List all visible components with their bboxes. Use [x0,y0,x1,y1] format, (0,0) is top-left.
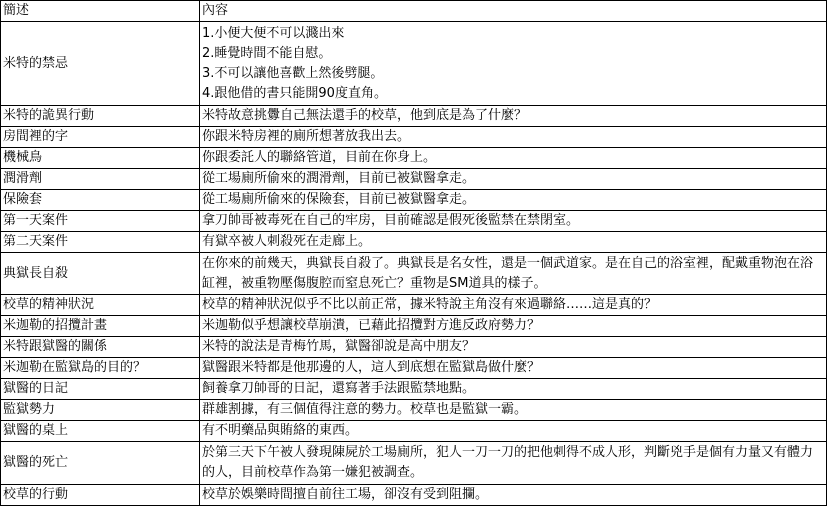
table-row [1,337,827,358]
row-title-cell[interactable]: 獄醫的日記 [1,379,200,400]
table-row [1,169,827,190]
row-title-cell[interactable]: 典獄長自殺 [1,253,200,295]
row-content-cell[interactable]: 米特的說法是青梅竹馬，獄醫卻說是高中朋友？ [200,337,827,358]
table-row [1,127,827,148]
row-content-cell[interactable]: 於第三天下午被人發現陳屍於工場廁所，犯人一刀一刀的把他刺得不成人形，判斷兇手是個有力量又有體力的人，目前校草作為第一嫌犯被調查。 [200,442,827,485]
row-content-cell[interactable]: 在你來的前幾天，典獄長自殺了。典獄長是名女性，還是一個武道家。是在自己的浴室裡，配戴重物泡在浴缸裡，被重物壓傷腹腔而窒息死亡？重物是SM道具的樣子。 [200,253,827,295]
table-row [1,232,827,253]
row-content-cell[interactable]: 從工場廁所偷來的保險套，目前已被獄醫拿走。 [200,190,827,211]
row-content-cell[interactable]: 有獄卒被人刺殺死在走廊上。 [200,232,827,253]
table-row [1,442,827,485]
table-row [1,253,827,295]
row-content-cell[interactable] [200,22,827,106]
row-title-cell[interactable]: 校草的行動 [1,485,200,506]
table-row [1,421,827,442]
row-title-cell[interactable]: 米迦勒在監獄島的目的？ [1,358,200,379]
row-title-cell[interactable]: 潤滑劑 [1,169,200,190]
row-title-cell[interactable]: 房間裡的字 [1,127,200,148]
row-content-cell[interactable]: 你跟委託人的聯絡管道，目前在你身上。 [200,148,827,169]
table-row [1,106,827,127]
row-content-cell[interactable]: 群雄割據，有三個值得注意的勢力。校草也是監獄一霸。 [200,400,827,421]
header-cell-content[interactable]: 內容 [200,1,827,22]
table-row [1,358,827,379]
content-line: 1.小便大便不可以濺出來 [202,25,345,41]
row-content-cell[interactable]: 你跟米特房裡的廁所想著放我出去。 [200,127,827,148]
content-line: 4.跟他借的書只能開90度直角。 [202,85,387,101]
table-row [1,379,827,400]
table-row [1,211,827,232]
row-title-cell[interactable]: 保險套 [1,190,200,211]
table-row [1,22,827,106]
row-content-cell[interactable]: 米特故意挑釁自己無法還手的校草，他到底是為了什麼？ [200,106,827,127]
row-title-cell[interactable]: 米特跟獄醫的關係 [1,337,200,358]
row-title-cell[interactable]: 第二天案件 [1,232,200,253]
row-title-cell[interactable]: 米特的詭異行動 [1,106,200,127]
content-line: 2.睡覺時間不能自慰。 [202,45,332,61]
row-content-cell[interactable]: 校草的精神狀況似乎不比以前正常，據米特說主角沒有來過聯絡……這是真的？ [200,295,827,316]
table-row [1,295,827,316]
row-title-cell[interactable]: 校草的精神狀況 [1,295,200,316]
row-content-cell[interactable]: 校草於娛樂時間擅自前往工場，卻沒有受到阻攔。 [200,485,827,506]
table-row [1,148,827,169]
content-line: 3.不可以讓他喜歡上然後劈腿。 [202,65,384,81]
row-content-cell[interactable]: 獄醫跟米特都是他那邊的人，這人到底想在監獄島做什麼？ [200,358,827,379]
table-row [1,316,827,337]
row-content-cell[interactable]: 拿刀帥哥被毒死在自己的牢房，目前確認是假死後監禁在禁閉室。 [200,211,827,232]
row-title-cell[interactable]: 監獄勢力 [1,400,200,421]
row-title-cell[interactable]: 獄醫的死亡 [1,442,200,485]
row-content-cell[interactable]: 米迦勒似乎想讓校草崩潰，已藉此招攬對方進反政府勢力？ [200,316,827,337]
row-title-cell[interactable]: 米迦勒的招攬計畫 [1,316,200,337]
row-content-cell[interactable]: 從工場廁所偷來的潤滑劑，目前已被獄醫拿走。 [200,169,827,190]
row-title-cell[interactable]: 第一天案件 [1,211,200,232]
table-row [1,190,827,211]
row-content-cell[interactable]: 有不明藥品與賄絡的東西。 [200,421,827,442]
header-row [1,1,827,22]
header-cell-summary[interactable]: 簡述 [1,1,200,22]
row-title-cell[interactable]: 獄醫的桌上 [1,421,200,442]
table-row [1,400,827,421]
row-content-cell[interactable]: 飼養拿刀帥哥的日記，還寫著手法跟監禁地點。 [200,379,827,400]
row-title-cell[interactable]: 米特的禁忌 [1,22,200,106]
row-title-cell[interactable]: 機械鳥 [1,148,200,169]
table-row [1,485,827,506]
